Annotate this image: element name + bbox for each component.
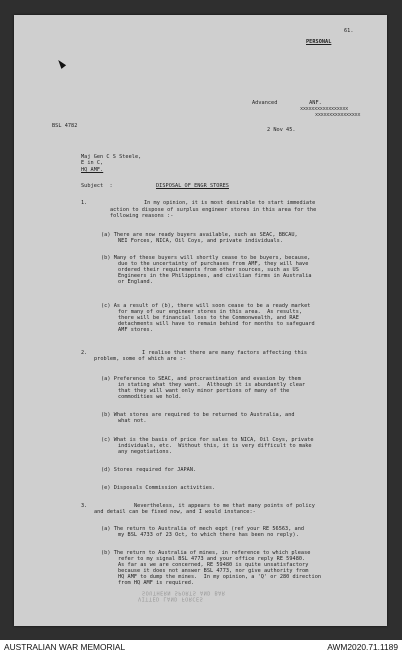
para-3a-line: my BSL 4733 of 23 Oct, to which there has been no reply).	[118, 532, 299, 538]
para-1a-line: (a) There are now ready buyers available, such as SEAC, BBCAU,	[101, 232, 298, 238]
bleed-through-text: SOUTHERN SPORTS AND BAR	[142, 589, 226, 596]
para-3-line: and detail can be fixed now, and I would instance:-	[94, 509, 256, 515]
para-3-line: Nevertheless, it appears to me that many points of policy	[134, 503, 315, 509]
para-2b-line: (b) What stores are required to be returned to Australia, and	[101, 412, 295, 418]
addressee-name: Maj Gen C S Steele,	[81, 154, 142, 160]
accession-number: AWM2020.71.1189	[327, 642, 398, 652]
caption-bar	[0, 640, 402, 653]
para-2a-line: commodities we hold.	[118, 394, 182, 400]
para-2-line: I realise that there are many factors affecting this	[142, 350, 308, 356]
para-2-number: 2.	[81, 350, 88, 356]
para-1c-line: for many of our engineer stores in this area. As results,	[118, 309, 303, 315]
para-2c-line: individuals, etc. Without this, it is very difficult to make	[118, 443, 312, 449]
para-2a-line: in stating what they want. Although it is abundantly clear	[118, 382, 306, 388]
bleed-through-text: VITTED LAND FORCES	[138, 595, 204, 602]
struck-text-2: xxxxxxxxxxxxxxxx	[315, 112, 361, 118]
struck-text-1: xxxxxxxxxxxxxxxxx	[300, 106, 348, 112]
page-number: 61.	[344, 28, 354, 34]
para-1-line: In my opinion, it is most desirable to start immediate	[144, 200, 316, 206]
para-1c-line: there will be financial loss to the Commonwealth, and RAE	[118, 315, 299, 321]
para-1-number: 1.	[81, 200, 88, 206]
para-3b-line: refer to my signal BSL 4773 and your office reply RE 59480.	[118, 556, 306, 562]
para-2b-line: what not.	[118, 418, 147, 424]
subject-label: Subject :	[81, 183, 113, 189]
subject-title: DISPOSAL OF ENGR STORES	[156, 183, 229, 189]
para-1-line: action to dispose of surplus engineer stores in this area for the	[110, 207, 317, 213]
para-2-line: problem, some of which are :-	[94, 356, 187, 362]
classification: PERSONAL	[306, 39, 332, 45]
para-2c-line: any negotiations.	[118, 449, 172, 455]
para-1c-line: (c) As a result of (b), there will soon cease to be a ready market	[101, 303, 311, 309]
para-3b-line: HQ AMF to dump the mines. In my opinion, a 'Q' or 280 direction	[118, 574, 322, 580]
para-2a-line: that they will want only minor portions of many of the	[118, 388, 290, 394]
from-line: Advanced ANF.	[252, 100, 322, 106]
para-3a-line: (a) The return to Australia of mech eqpt (ref your RE 56563, and	[101, 526, 305, 532]
addressee-role: E in C,	[81, 160, 104, 166]
para-3-number: 3.	[81, 503, 88, 509]
document-date: 2 Nov 45.	[267, 127, 296, 133]
cursor-arrow-icon	[56, 58, 66, 69]
para-3b-line: from HQ AMF is required.	[118, 580, 195, 586]
para-1b-line: due to the uncertainty of purchases from AMF, they will have	[118, 261, 309, 267]
para-1a-line: NEI Forces, NICA, Oil Coys, and private individuals.	[118, 238, 284, 244]
para-3b-line: because it does not answer BSL 4773, nor give authority from	[118, 568, 309, 574]
para-1b-line: or England.	[118, 279, 153, 285]
para-1b-line: ordered their requirements from other sources, such as US	[118, 267, 299, 273]
para-1-line: following reasons :-	[110, 213, 174, 219]
para-2a-line: (a) Preference to SEAC, and procrastination and evasion by them	[101, 376, 301, 382]
addressee-hq: HQ AMF.	[81, 167, 104, 173]
para-2c-line: (c) What is the basis of price for sales to NICA, Oil Coys, private	[101, 437, 314, 443]
para-2e-line: (e) Disposals Commission activities.	[101, 485, 216, 491]
para-1c-line: AMF stores.	[118, 327, 153, 333]
para-3b-line: (b) The return to Australia of mines, in reference to which please	[101, 550, 311, 556]
para-2d-line: (d) Stores required for JAPAN.	[101, 467, 197, 473]
institution-name: AUSTRALIAN WAR MEMORIAL	[4, 642, 126, 652]
para-1b-line: Engineers in the Philippines, and civilian firms in Australia	[118, 273, 312, 279]
para-1b-line: (b) Many of these buyers will shortly cease to be buyers, because,	[101, 255, 311, 261]
document-page	[14, 15, 387, 626]
para-1c-line: detachments will have to remain behind for months to safeguard	[118, 321, 315, 327]
para-3b-line: As far as we are concerned, RE 59480 is quite unsatisfactory	[118, 562, 309, 568]
reference-number: BSL 4782	[52, 123, 78, 129]
